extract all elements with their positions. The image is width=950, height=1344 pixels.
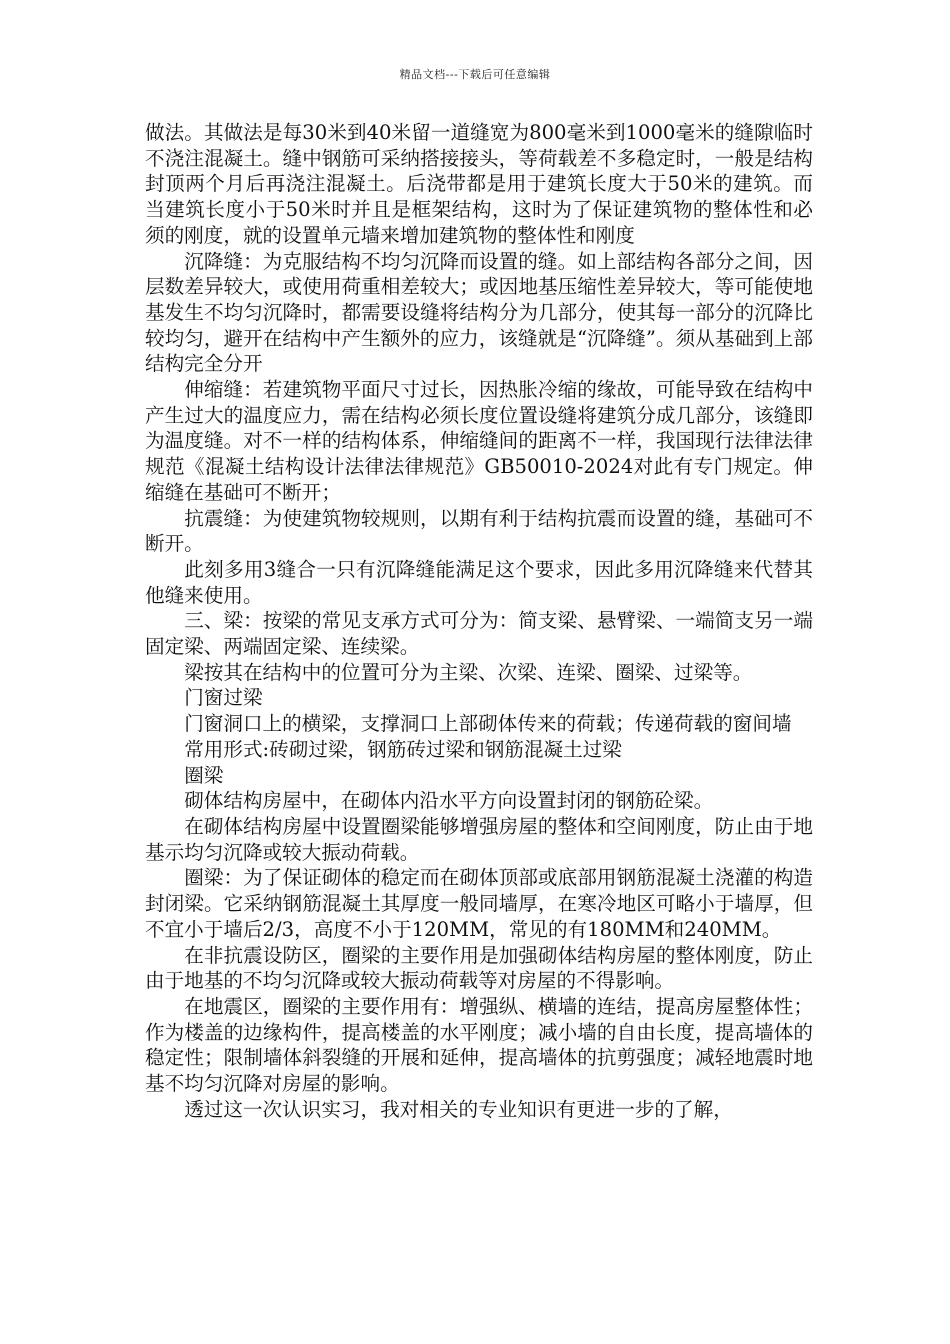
paragraph: 沉降缝：为克服结构不均匀沉降而设置的缝。如上部结构各部分之间，因层数差异较大，或使用荷重相差较大；或因地基压缩性差异较大，等可能使地基发生不均匀沉降时，都需要设缝将结构分为几部分，使其每一部分的沉降比较均匀，避开在结构中产生额外的应力，该缝就是“沉降缝”。须从基础到上部结构完全分开	[145, 249, 813, 376]
paragraph: 抗震缝：为使建筑物较规则，以期有利于结构抗震而设置的缝，基础可不断开。	[145, 506, 813, 556]
paragraph: 在砌体结构房屋中设置圈梁能够增强房屋的整体和空间刚度，防止由于地基示均匀沉降或较大振动荷载。	[145, 814, 813, 864]
paragraph: 透过这一次认识实习，我对相关的专业知识有更进一步的了解，	[184, 1097, 733, 1121]
paragraph: 做法。其做法是每30米到40米留一道缝宽为800毫米到1000毫米的缝隙临时不浇注混凝土。缝中钢筋可采纳搭接接头，等荷载差不多稳定时，一般是结构封顶两个月后再浇注混凝土。后浇带都是用于建筑长度大于50米的建筑。而当建筑长度小于50米时并且是框架结构，这时为了保证建筑物的整体性和必须的刚度，就的设置单元墙来增加建筑物的整体性和刚度	[145, 121, 813, 247]
paragraph: 在地震区，圈梁的主要作用有：增强纵、横墙的连结，提高房屋整体性；作为楼盖的边缘构件，提高楼盖的水平刚度；减小墙的自由长度，提高墙体的稳定性；限制墙体斜裂缝的开展和延伸，提高墙体的抗剪强度；减轻地震时地基不均匀沉降对房屋的影响。	[145, 994, 813, 1096]
paragraph: 伸缩缝：若建筑物平面尺寸过长，因热胀冷缩的缘故，可能导致在结构中产生过大的温度应力，需在结构必须长度位置设缝将建筑分成几部分，该缝即为温度缝。对不一样的结构体系，伸缩缝间的距离不一样，我国现行法律法律规范《混凝土结构设计法律法律规范》GB50010-2024对此有专门规定。伸缩缝在基础可不断开；	[145, 378, 813, 504]
paragraph: 在非抗震设防区，圈梁的主要作用是加强砌体结构房屋的整体刚度，防止由于地基的不均匀沉降或较大振动荷载等对房屋的不得影响。	[145, 943, 813, 993]
paragraph: 圈梁：为了保证砌体的稳定而在砌体顶部或底部用钢筋混凝土浇灌的构造封闭梁。它采纳钢筋混凝土其厚度一般同墙厚，在寒冷地区可略小于墙厚，但不宜小于墙后2/3，高度不小于120MM，常见的有180MM和240MM。	[145, 866, 813, 941]
section-heading: 圈梁	[184, 763, 224, 787]
paragraph: 此刻多用3缝合一只有沉降缝能满足这个要求，因此多用沉降缝来代替其他缝来使用。	[145, 557, 813, 607]
paragraph: 门窗洞口上的横梁，支撑洞口上部砌体传来的荷载；传递荷载的窗间墙	[184, 712, 792, 736]
paragraph: 常用形式:砖砌过梁，钢筋砖过梁和钢筋混凝土过梁	[184, 737, 622, 761]
section-heading: 门窗过梁	[184, 686, 263, 710]
paragraph: 三、梁：按梁的常见支承方式可分为：简支梁、悬臂梁、一端简支另一端固定梁、两端固定梁、连续梁。	[145, 609, 813, 659]
paragraph: 砌体结构房屋中，在砌体内沿水平方向设置封闭的钢筋砼梁。	[184, 789, 714, 813]
paragraph: 梁按其在结构中的位置可分为主梁、次梁、连梁、圈梁、过梁等。	[184, 660, 753, 684]
page-header: 精品文档---下载后可任意编辑	[399, 68, 551, 81]
document-body	[145, 120, 813, 1122]
